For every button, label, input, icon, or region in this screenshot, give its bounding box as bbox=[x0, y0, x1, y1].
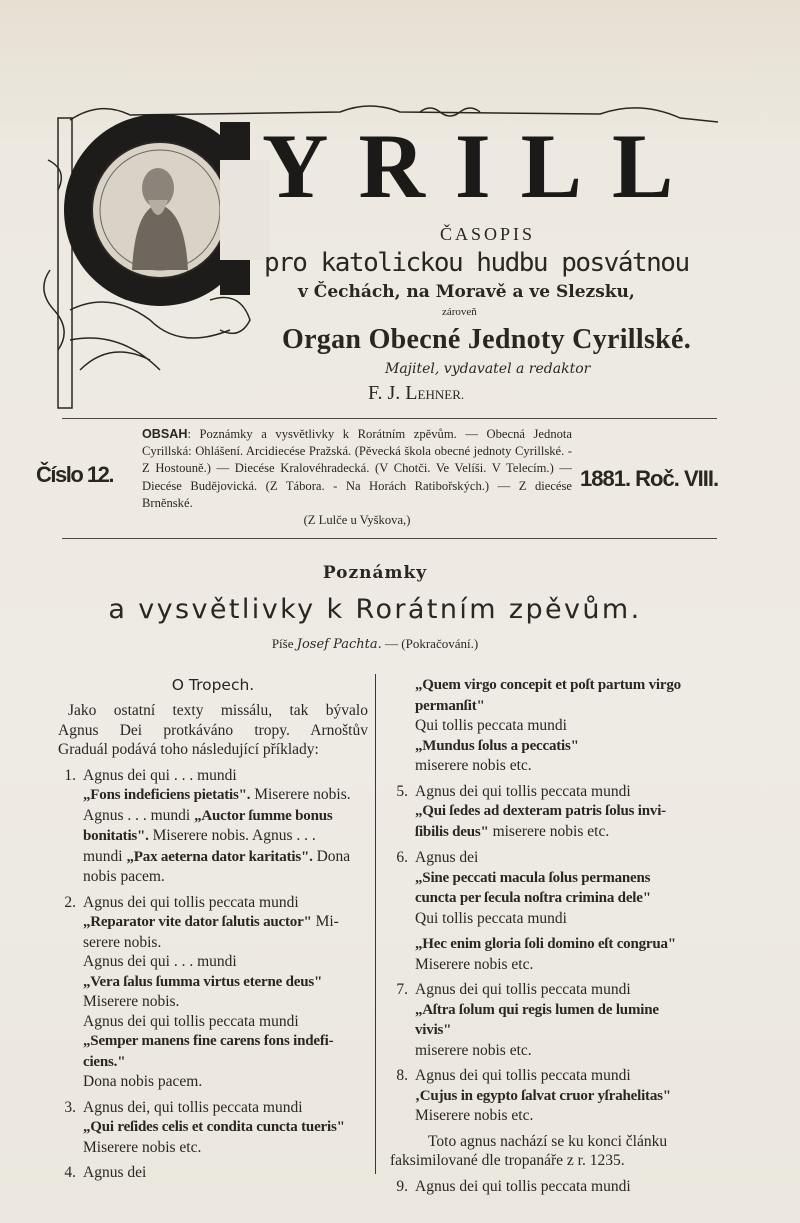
roman-text: Miserere nobis. bbox=[83, 993, 180, 1010]
list-item bbox=[390, 1066, 752, 1126]
contents-text: : Poznámky a vysvětlivky k Rorátním zpěvům. — Obecná Jednota Cyrillská: Ohlášení. Arcidiecése Pražská. (Pěvecká škola obecné jednoty Cyrillské. - Z Hostouně.) — Diecése Kralovéhradecká. (V Chotči. Ve Velíši. V Telecím.) — Diecése Budějovická. (Z Tábora. - Na Horách Ratibořských.) — Z diecése Brněnské. bbox=[142, 427, 572, 510]
text-line bbox=[415, 1177, 752, 1197]
text-line bbox=[83, 1072, 368, 1092]
item-number: 3. bbox=[64, 1098, 76, 1116]
right-items bbox=[390, 675, 752, 1126]
fraktur-quote: „Pax aeterna dator karitatis". bbox=[126, 848, 313, 865]
fraktur-quote: „Fons indeficiens pietatis". bbox=[83, 787, 251, 803]
list-item bbox=[390, 782, 752, 843]
item-number: 9. bbox=[396, 1177, 408, 1195]
contents-last: (Z Lulče u Vyškova,) bbox=[303, 513, 411, 528]
left-column bbox=[58, 675, 368, 1183]
right-column bbox=[390, 675, 752, 1196]
fraktur-quote: „Aſtra ſolum qui regis lumen de lumine bbox=[415, 1001, 659, 1018]
roman-text: Agnus dei bbox=[83, 1164, 147, 1181]
final-item bbox=[390, 1177, 752, 1197]
text-line bbox=[415, 980, 752, 1000]
editor-name bbox=[368, 381, 464, 407]
note-paragraph bbox=[390, 1132, 752, 1171]
issue-number: Číslo 12. bbox=[36, 462, 113, 487]
item-number: 8. bbox=[396, 1067, 408, 1084]
roman-text: Qui tollis peccata mundi bbox=[415, 717, 567, 734]
column-divider bbox=[375, 674, 376, 1174]
text-line bbox=[83, 1163, 368, 1183]
intro-line: Graduál podává toho následující příklady: bbox=[58, 741, 319, 758]
article-kicker: Poznámky bbox=[322, 563, 428, 583]
text-line bbox=[83, 826, 368, 847]
fraktur-quote: „Hec enim gloria ſoli domino eſt congrua" bbox=[415, 936, 676, 952]
list-item bbox=[390, 980, 752, 1060]
journal-organ: Organ Obecné Jednoty Cyrillské. bbox=[282, 324, 692, 355]
roman-text: serere nobis. bbox=[83, 933, 162, 951]
list-item bbox=[58, 1098, 368, 1158]
roman-text: Agnus dei qui tollis peccata mundi bbox=[83, 1012, 299, 1030]
roman-text: Agnus dei qui tollis peccata mundi bbox=[415, 981, 631, 998]
fraktur-quote: bonitatis". bbox=[83, 828, 149, 844]
text-line bbox=[415, 716, 752, 736]
roman-text: Agnus dei qui tollis peccata mundi bbox=[415, 1067, 631, 1084]
roman-text: Dona nobis pacem. bbox=[83, 1073, 203, 1090]
fraktur-quote: „Sine peccati macula ſolus permanens bbox=[415, 869, 651, 886]
list-item bbox=[390, 1177, 752, 1197]
roman-text: Agnus dei qui . . . mundi bbox=[83, 766, 237, 784]
text-line bbox=[415, 696, 752, 717]
text-line bbox=[415, 888, 752, 909]
roman-text: Agnus . . . mundi bbox=[83, 806, 195, 824]
fraktur-quote: vivis" bbox=[415, 1022, 452, 1038]
roman-text: Miserere nobis etc. bbox=[83, 1138, 202, 1156]
journal-title: YRILL bbox=[262, 115, 704, 217]
text-line bbox=[415, 782, 752, 802]
list-item bbox=[58, 1163, 368, 1183]
text-line bbox=[415, 756, 752, 776]
fraktur-quote: „Quem virgo concepit et poſt partum virgo bbox=[415, 677, 681, 693]
roman-text: Mi- bbox=[311, 913, 339, 930]
left-items bbox=[58, 766, 368, 1183]
roman-text: Agnus dei bbox=[415, 849, 479, 866]
journal-also: zároveň bbox=[442, 306, 477, 318]
roman-text: Miserere nobis etc. bbox=[415, 1107, 534, 1124]
fraktur-quote: cuncta per ſecula noſtra crimina dele" bbox=[415, 890, 651, 906]
text-line bbox=[83, 1031, 368, 1052]
roman-text: Agnus dei qui tollis peccata mundi bbox=[83, 893, 299, 911]
text-line bbox=[83, 766, 368, 786]
fraktur-quote: „Semper manens fine carens fons indefi- bbox=[83, 1033, 334, 1049]
fraktur-quote: „Qui ſedes ad dexteram patris ſolus invi- bbox=[415, 803, 666, 819]
roman-text: miserere nobis etc. bbox=[415, 1041, 532, 1059]
fraktur-quote: „Auctor ſumme bonus bbox=[194, 807, 333, 824]
intro-paragraph bbox=[58, 701, 368, 760]
text-line bbox=[83, 1052, 368, 1073]
item-number: 7. bbox=[396, 981, 408, 998]
text-line bbox=[415, 1086, 752, 1107]
intro-line: Jako ostatní texty missálu, tak bývalo bbox=[68, 702, 368, 719]
fraktur-quote: „Qui reſides celis et condita cuncta tueris" bbox=[83, 1119, 345, 1135]
fraktur-quote: ciens." bbox=[83, 1053, 126, 1070]
roman-text: Agnus dei qui . . . mundi bbox=[83, 953, 237, 970]
journal-subtitle: pro katolickou hudbu posvátnou bbox=[264, 248, 689, 278]
note-line: faksimilované dle tropanáře z r. 1235. bbox=[390, 1152, 625, 1169]
text-line bbox=[83, 847, 368, 868]
text-line bbox=[415, 822, 752, 843]
journal-type: ČASOPIS bbox=[440, 224, 536, 244]
roman-text: miserere nobis etc. bbox=[415, 757, 532, 774]
text-line bbox=[83, 1117, 368, 1138]
roman-text: Dona bbox=[312, 847, 351, 865]
author: Josef Pachta. bbox=[296, 637, 382, 652]
fraktur-quote: „Vera ſalus ſumma virtus eterne deus" bbox=[83, 973, 323, 990]
roman-text: Miserere nobis. bbox=[250, 786, 351, 803]
text-line bbox=[83, 785, 368, 806]
text-line bbox=[83, 806, 368, 827]
text-line bbox=[83, 952, 368, 972]
issue-year-volume: 1881. Roč. VIII. bbox=[580, 466, 719, 491]
roman-text: Agnus dei qui tollis peccata mundi bbox=[415, 782, 631, 800]
text-line bbox=[415, 1000, 752, 1021]
editor-surname: EHNER. bbox=[417, 387, 465, 402]
article-byline bbox=[0, 636, 750, 653]
byline-suffix: — (Pokračování.) bbox=[385, 636, 479, 651]
text-line bbox=[83, 972, 368, 993]
roman-text: Miserere nobis. Agnus . . . bbox=[148, 827, 316, 844]
contents-rule bbox=[62, 538, 717, 539]
journal-region: v Čechách, na Moravě a ve Slezsku, bbox=[298, 282, 635, 302]
text-line bbox=[415, 1020, 752, 1041]
text-line bbox=[415, 848, 752, 868]
text-line bbox=[83, 1138, 368, 1158]
roman-text: nobis pacem. bbox=[83, 868, 165, 885]
text-line bbox=[83, 893, 368, 913]
note-line: Toto agnus nachází se ku konci článku bbox=[428, 1132, 668, 1150]
text-line bbox=[415, 736, 752, 757]
header-rule bbox=[62, 418, 717, 419]
list-item bbox=[390, 848, 752, 974]
article-title: a vysvětlivky k Rorátním zpěvům. bbox=[108, 594, 642, 625]
section-heading: O Tropech. bbox=[171, 676, 255, 694]
fraktur-quote: „Reparator vite dator ſalutis auctor" bbox=[83, 914, 312, 930]
list-item bbox=[58, 766, 368, 887]
text-line bbox=[415, 1041, 752, 1061]
fraktur-quote: ſibilis deus" bbox=[415, 823, 489, 840]
item-number: 5. bbox=[396, 782, 408, 800]
roman-text: Miserere nobis etc. bbox=[415, 955, 534, 973]
text-line bbox=[415, 801, 752, 822]
text-line bbox=[415, 1106, 752, 1126]
item-number: 4. bbox=[64, 1164, 76, 1181]
owner-label: Majitel, vydavatel a redaktor bbox=[385, 361, 591, 377]
text-line bbox=[83, 933, 368, 953]
text-line bbox=[415, 934, 752, 955]
list-item bbox=[390, 675, 752, 776]
text-line bbox=[415, 955, 752, 975]
text-line bbox=[83, 1012, 368, 1032]
roman-text: Agnus dei qui tollis peccata mundi bbox=[415, 1177, 631, 1195]
contents bbox=[142, 426, 572, 529]
fraktur-quote: permanſit" bbox=[415, 697, 485, 714]
text-line bbox=[415, 675, 752, 696]
roman-text: Agnus dei, qui tollis peccata mundi bbox=[83, 1098, 303, 1116]
text-line bbox=[83, 1098, 368, 1118]
text-line bbox=[415, 909, 752, 929]
item-number: 6. bbox=[396, 849, 408, 866]
list-item bbox=[58, 893, 368, 1092]
text-line bbox=[415, 1066, 752, 1086]
text-line bbox=[83, 912, 368, 933]
roman-text: Qui tollis peccata mundi bbox=[415, 909, 567, 927]
intro-line: Agnus Dei protkáváno tropy. Arnoštův bbox=[58, 721, 368, 739]
fraktur-quote: ‚Cujus in egypto ſalvat cruor yſrahelitas" bbox=[415, 1087, 671, 1104]
editor-initials: F. J. L bbox=[368, 382, 418, 404]
item-number: 1. bbox=[64, 766, 76, 784]
text-line bbox=[415, 868, 752, 889]
item-number: 2. bbox=[64, 893, 76, 911]
byline-prefix: Píše bbox=[271, 636, 294, 651]
roman-text: miserere nobis etc. bbox=[488, 822, 610, 840]
text-line bbox=[83, 867, 368, 887]
text-line bbox=[83, 992, 368, 1012]
contents-label: OBSAH bbox=[142, 427, 188, 441]
fraktur-quote: „Mundus ſolus a peccatis" bbox=[415, 737, 579, 754]
roman-text: mundi bbox=[83, 847, 127, 865]
